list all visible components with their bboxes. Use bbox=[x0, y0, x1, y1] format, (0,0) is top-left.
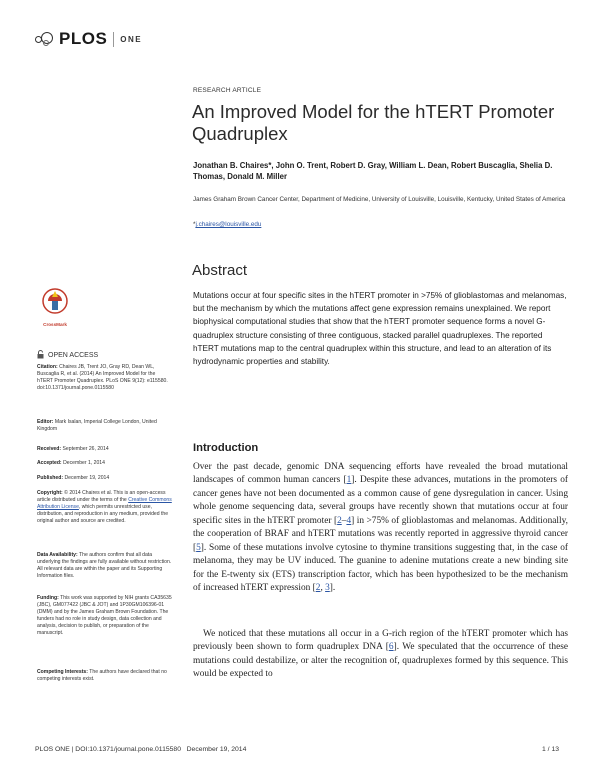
text-run: We noticed that these mutations all occur in a G-rich region of the hTERT promoter which has previously been shown to form quadruplex DNA [ bbox=[193, 629, 568, 653]
published-block bbox=[37, 475, 172, 482]
received-label: Received: bbox=[37, 446, 62, 452]
introduction-heading: Introduction bbox=[193, 442, 259, 454]
copyright-text-post: , which permits unrestricted use, distribution, and reproduction in any medium, provided the original author and source are credited. bbox=[37, 504, 169, 525]
plos-logo-icon bbox=[35, 31, 57, 47]
reference-link[interactable]: 4 bbox=[346, 515, 352, 526]
text-run: ]. We speculated that the occurrence of these mutations could destabilize, or alter the recognition of, quadruplexes formed by this sequence. This would be expected to bbox=[193, 642, 568, 680]
intro-paragraph-1 bbox=[193, 461, 568, 596]
copyright-label: Copyright: bbox=[37, 490, 63, 496]
reference-link[interactable]: 6 bbox=[388, 642, 394, 653]
competing-interests-text: The authors have declared that no competing interests exist. bbox=[37, 669, 167, 683]
funding-label: Funding: bbox=[37, 595, 59, 601]
email-link[interactable]: j.chaires@louisville.edu bbox=[195, 221, 262, 228]
editor-label: Editor: bbox=[37, 419, 54, 425]
funding-text: This work was supported by NIH grants CA35635 (JBC), GM077422 (JBC & JOT) and 1P30GM106396-01 (DMM) and by the James Graham Brown Foundation. The funders had no role in study design, data collection and analysis, decision to publish, or preparation of the manuscript. bbox=[37, 595, 172, 637]
journal-name: ONE bbox=[120, 34, 143, 44]
footer-citation: PLOS ONE | DOI:10.1371/journal.pone.0115580 December 19, 2014 bbox=[35, 746, 247, 753]
funding-block bbox=[37, 595, 172, 638]
reference-link[interactable]: 5 bbox=[196, 542, 201, 553]
text-run: – bbox=[341, 515, 347, 526]
published-label: Published: bbox=[37, 475, 64, 481]
crossmark-icon bbox=[40, 288, 70, 316]
affiliation: James Graham Brown Cancer Center, Department of Medicine, University of Louisville, Louisville, Kentucky, United States of America bbox=[193, 196, 566, 203]
abstract-heading: Abstract bbox=[192, 262, 248, 279]
received-block bbox=[37, 446, 172, 453]
page-number: 1 / 13 bbox=[542, 746, 560, 753]
accepted-label: Accepted: bbox=[37, 460, 62, 466]
data-availability-block bbox=[37, 552, 172, 580]
citation-text: Chaires JB, Trent JO, Gray RD, Dean WL, Buscaglia R, et al. (2014) An Improved Model for the hTERT Promoter Quadruplex. PLoS ONE 9(12): e115580. doi:10.1371/journal.pone.0115580 bbox=[37, 364, 168, 392]
text-run: , bbox=[320, 583, 326, 594]
published-date: December 19, 2014 bbox=[64, 475, 110, 481]
brand-name: PLOS bbox=[59, 29, 108, 48]
data-availability-text: The authors confirm that all data underlying the findings are fully available without restriction. All relevant data are within the paper and its Supporting Information files. bbox=[37, 552, 172, 580]
logo-divider bbox=[113, 32, 114, 47]
citation-label: Citation: bbox=[37, 364, 58, 370]
competing-interests-block bbox=[37, 669, 172, 683]
text-run: ]. bbox=[329, 583, 336, 594]
intro-paragraph-2 bbox=[193, 628, 568, 682]
plos-logo[interactable] bbox=[35, 29, 142, 49]
reference-link[interactable]: 1 bbox=[346, 475, 352, 486]
accepted-block bbox=[37, 460, 172, 467]
article-type: RESEARCH ARTICLE bbox=[193, 87, 262, 94]
author-list: Jonathan B. Chaires*, John O. Trent, Robert D. Gray, William L. Dean, Robert Buscaglia, Shelia D. Thomas, Donald M. Miller bbox=[193, 161, 553, 181]
editor-block bbox=[37, 419, 172, 433]
email-marker: * bbox=[193, 221, 196, 228]
received-date: September 26, 2014 bbox=[62, 446, 109, 452]
license-link[interactable]: Creative Commons Attribution License bbox=[37, 497, 172, 511]
accepted-date: December 1, 2014 bbox=[63, 460, 105, 466]
article-title: An Improved Model for the hTERT Promoter Quadruplex bbox=[192, 101, 555, 144]
unlock-icon bbox=[37, 350, 44, 361]
editor-text: Mark Isalan, Imperial College London, United Kingdom bbox=[37, 419, 157, 433]
text-run: ] in >75% of glioblastomas and melanomas. Additionally, the cooperation of BRAF and hTERT mutations was recently reported in aggressive thyroid cancer [ bbox=[193, 515, 568, 553]
open-access-label: OPEN ACCESS bbox=[48, 352, 99, 359]
open-access-badge bbox=[37, 350, 172, 361]
citation-block bbox=[37, 364, 172, 392]
text-run: ]. Some of these mutations involve cytosine to thymine transitions suggesting that, in the case of melanoma, they may be UV induced. The guanine to adenine mutations create a new binding site for the E-twenty six (ETS) transcription factor, which has been hypothesized to be the mechanism of increased hTERT expression [ bbox=[193, 542, 568, 594]
data-availability-label: Data Availability: bbox=[37, 552, 78, 558]
corresponding-email bbox=[193, 221, 261, 228]
copyright-block bbox=[37, 490, 172, 525]
text-run: ]. Despite these advances, mutations in the promoters of cancer genes have not been documented as a common cause of gene dysregulation in cancer. Using whole genome sequencing data, several groups have recently shown that mutations occur at four specific sites in the hTERT promoter [ bbox=[193, 475, 568, 526]
reference-link[interactable]: 3 bbox=[325, 583, 330, 594]
text-run: Over the past decade, genomic DNA sequencing efforts have revealed the broad mutational landscapes of common human cancers [ bbox=[193, 462, 568, 486]
copyright-text-pre: © 2014 Chaires et al. This is an open-access article distributed under the terms of the bbox=[37, 490, 166, 504]
reference-link[interactable]: 2 bbox=[315, 583, 321, 594]
competing-interests-label: Competing Interests: bbox=[37, 669, 88, 675]
crossmark-badge[interactable] bbox=[37, 288, 73, 327]
reference-link[interactable]: 2 bbox=[337, 515, 342, 526]
abstract-text: Mutations occur at four specific sites in the hTERT promoter in >75% of glioblastomas and melanomas, but the mechanism by which the mutations affect gene expression remains unexplained. We report biophysical computational studies that show that the hTERT promoter sequence forms a novel G-quadruplex structure consisting of three contiguous, stacked parallel quadruplexes. The reported hTERT mutations map to the central quadruplex within this structure, and lead to an alteration of its hydrodynamic properties and stability. bbox=[193, 291, 567, 367]
crossmark-label: CrossMark bbox=[43, 322, 67, 327]
